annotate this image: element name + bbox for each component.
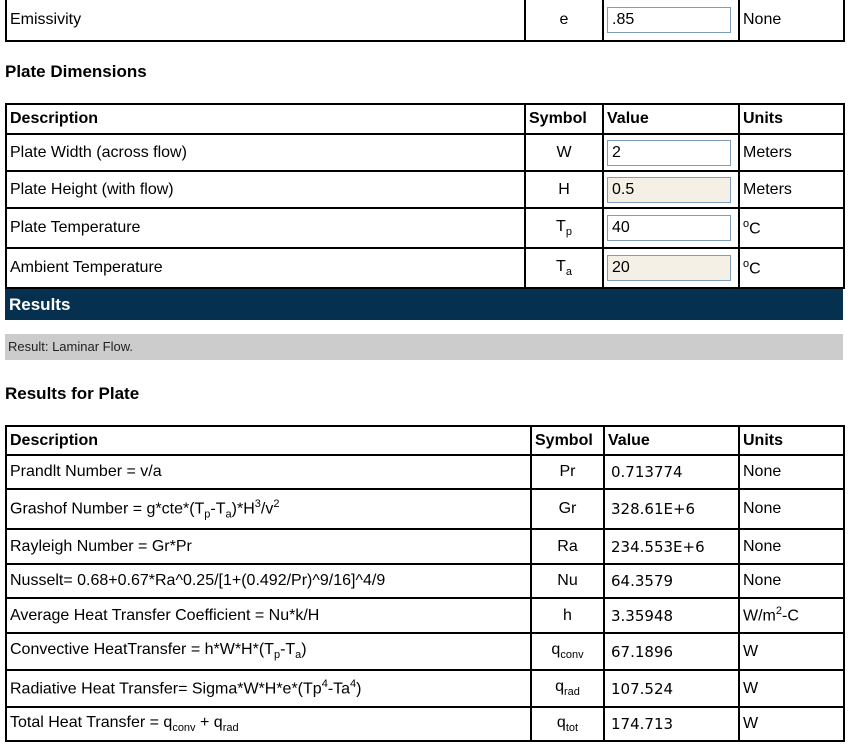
plate-temp-description: Plate Temperature <box>6 208 525 248</box>
text-sub: rad <box>222 722 239 735</box>
htc-units <box>739 598 844 633</box>
symbol-sub: tot <box>565 722 579 735</box>
results-table <box>5 425 845 742</box>
ambient-temp-description: Ambient Temperature <box>6 248 525 288</box>
symbol-main: q <box>551 641 561 659</box>
ambient-temp-value-cell <box>603 248 739 288</box>
table-row <box>6 707 844 741</box>
qconv-units: W <box>739 633 844 670</box>
prandtl-units: None <box>739 455 844 489</box>
text-part: ) <box>301 641 307 659</box>
symbol-main: T <box>556 217 566 235</box>
htc-value: 3.35948 <box>604 598 739 633</box>
plate-height-symbol: H <box>525 171 603 208</box>
qconv-symbol <box>531 633 604 670</box>
results-plate-heading: Results for Plate <box>5 384 140 403</box>
header-value: Value <box>603 104 739 134</box>
qconv-description <box>6 633 531 670</box>
header-description: Description <box>6 104 525 134</box>
table-row <box>6 489 844 529</box>
text-part: ) <box>356 680 362 698</box>
emissivity-value-cell <box>603 0 739 41</box>
text-sup: 3 <box>254 497 261 510</box>
text-sup: 4 <box>350 678 357 691</box>
symbol-sub: rad <box>564 686 580 699</box>
htc-description: Average Heat Transfer Coefficient = Nu*k/H <box>6 598 531 633</box>
emissivity-table <box>5 0 845 42</box>
qtot-value: 174.713 <box>604 707 739 741</box>
plate-width-symbol: W <box>525 134 603 171</box>
text-part: Convective HeatTransfer = h*W*H*(T <box>10 641 274 659</box>
plate-width-units: Meters <box>739 134 844 171</box>
prandtl-description: Prandlt Number = v/a <box>6 455 531 489</box>
text-part: Radiative Heat Transfer= Sigma*W*H*e*(Tp <box>10 680 322 698</box>
table-row <box>6 248 844 288</box>
plate-temp-input[interactable] <box>607 215 731 241</box>
emissivity-description: Emissivity <box>6 0 525 41</box>
rayleigh-units: None <box>739 529 844 564</box>
emissivity-input[interactable] <box>607 7 731 33</box>
nusselt-value: 64.3579 <box>604 564 739 598</box>
status-message: Result: Laminar Flow. <box>5 334 843 360</box>
grashof-symbol: Gr <box>531 489 604 529</box>
prandtl-symbol: Pr <box>531 455 604 489</box>
plate-height-description: Plate Height (with flow) <box>6 171 525 208</box>
table-row <box>6 598 844 633</box>
units-part: -C <box>782 607 799 625</box>
emissivity-symbol: e <box>525 0 603 41</box>
rayleigh-value: 234.553E+6 <box>604 529 739 564</box>
grashof-description <box>6 489 531 529</box>
emissivity-row <box>6 0 844 41</box>
plate-height-input[interactable] <box>607 177 731 203</box>
text-part: )*H <box>231 500 255 518</box>
qrad-value: 107.524 <box>604 670 739 707</box>
header-units: Units <box>739 104 844 134</box>
plate-dimensions-heading: Plate Dimensions <box>5 62 147 81</box>
table-row <box>6 455 844 489</box>
header-value: Value <box>604 426 739 455</box>
plate-width-description: Plate Width (across flow) <box>6 134 525 171</box>
symbol-sub: a <box>565 266 572 279</box>
plate-dimensions-table <box>5 103 845 289</box>
grashof-units: None <box>739 489 844 529</box>
text-part: -Ta <box>327 680 351 698</box>
degree-sup: o <box>743 257 750 270</box>
text-part: Grashof Number = g*cte*(T <box>10 500 205 518</box>
symbol-sub: p <box>565 226 572 239</box>
text-sub: a <box>295 649 302 662</box>
plate-height-units: Meters <box>739 171 844 208</box>
units-part: W/m <box>743 607 776 625</box>
ambient-temp-units <box>739 248 844 288</box>
qconv-value: 67.1896 <box>604 633 739 670</box>
table-header-row <box>6 104 844 134</box>
text-part: -T <box>210 500 226 518</box>
rayleigh-description: Rayleigh Number = Gr*Pr <box>6 529 531 564</box>
prandtl-value: 0.713774 <box>604 455 739 489</box>
symbol-main: q <box>555 678 564 696</box>
text-sup: 4 <box>321 678 328 691</box>
nusselt-units: None <box>739 564 844 598</box>
plate-temp-symbol <box>525 208 603 248</box>
symbol-main: T <box>556 257 566 275</box>
qtot-symbol <box>531 707 604 741</box>
qrad-units: W <box>739 670 844 707</box>
header-symbol: Symbol <box>531 426 604 455</box>
rayleigh-symbol: Ra <box>531 529 604 564</box>
text-part: + q <box>195 713 223 731</box>
text-sub: a <box>225 508 232 521</box>
text-sup: 2 <box>273 497 280 510</box>
plate-temp-value-cell <box>603 208 739 248</box>
qtot-units: W <box>739 707 844 741</box>
nusselt-symbol: Nu <box>531 564 604 598</box>
ambient-temp-symbol <box>525 248 603 288</box>
table-row <box>6 633 844 670</box>
text-sub: p <box>273 649 281 662</box>
plate-width-input[interactable] <box>607 140 731 166</box>
text-sub: conv <box>172 722 196 735</box>
table-row <box>6 208 844 248</box>
qrad-symbol <box>531 670 604 707</box>
degree-sup: o <box>743 217 750 230</box>
symbol-sub: conv <box>560 649 584 662</box>
units-text: C <box>749 220 761 238</box>
plate-temp-units <box>739 208 844 248</box>
table-row <box>6 564 844 598</box>
table-header-row <box>6 426 844 455</box>
results-bar: Results <box>5 289 843 320</box>
text-part: /v <box>260 500 274 518</box>
table-row <box>6 134 844 171</box>
table-row <box>6 670 844 707</box>
text-sub: p <box>204 508 211 521</box>
emissivity-units: None <box>739 0 844 41</box>
plate-width-value-cell <box>603 134 739 171</box>
table-row <box>6 529 844 564</box>
header-symbol: Symbol <box>525 104 603 134</box>
table-row <box>6 171 844 208</box>
plate-height-value-cell <box>603 171 739 208</box>
ambient-temp-input[interactable] <box>607 255 731 281</box>
units-sup: 2 <box>775 605 782 618</box>
htc-symbol: h <box>531 598 604 633</box>
symbol-main: q <box>556 713 566 731</box>
text-part: -T <box>280 641 296 659</box>
header-units: Units <box>739 426 844 455</box>
qtot-description <box>6 707 531 741</box>
qrad-description <box>6 670 531 707</box>
text-part: Total Heat Transfer = q <box>10 713 173 731</box>
units-text: C <box>749 260 761 278</box>
grashof-value: 328.61E+6 <box>604 489 739 529</box>
header-description: Description <box>6 426 531 455</box>
nusselt-description: Nusselt= 0.68+0.67*Ra^0.25/[1+(0.492/Pr)^9/16]^4/9 <box>6 564 531 598</box>
